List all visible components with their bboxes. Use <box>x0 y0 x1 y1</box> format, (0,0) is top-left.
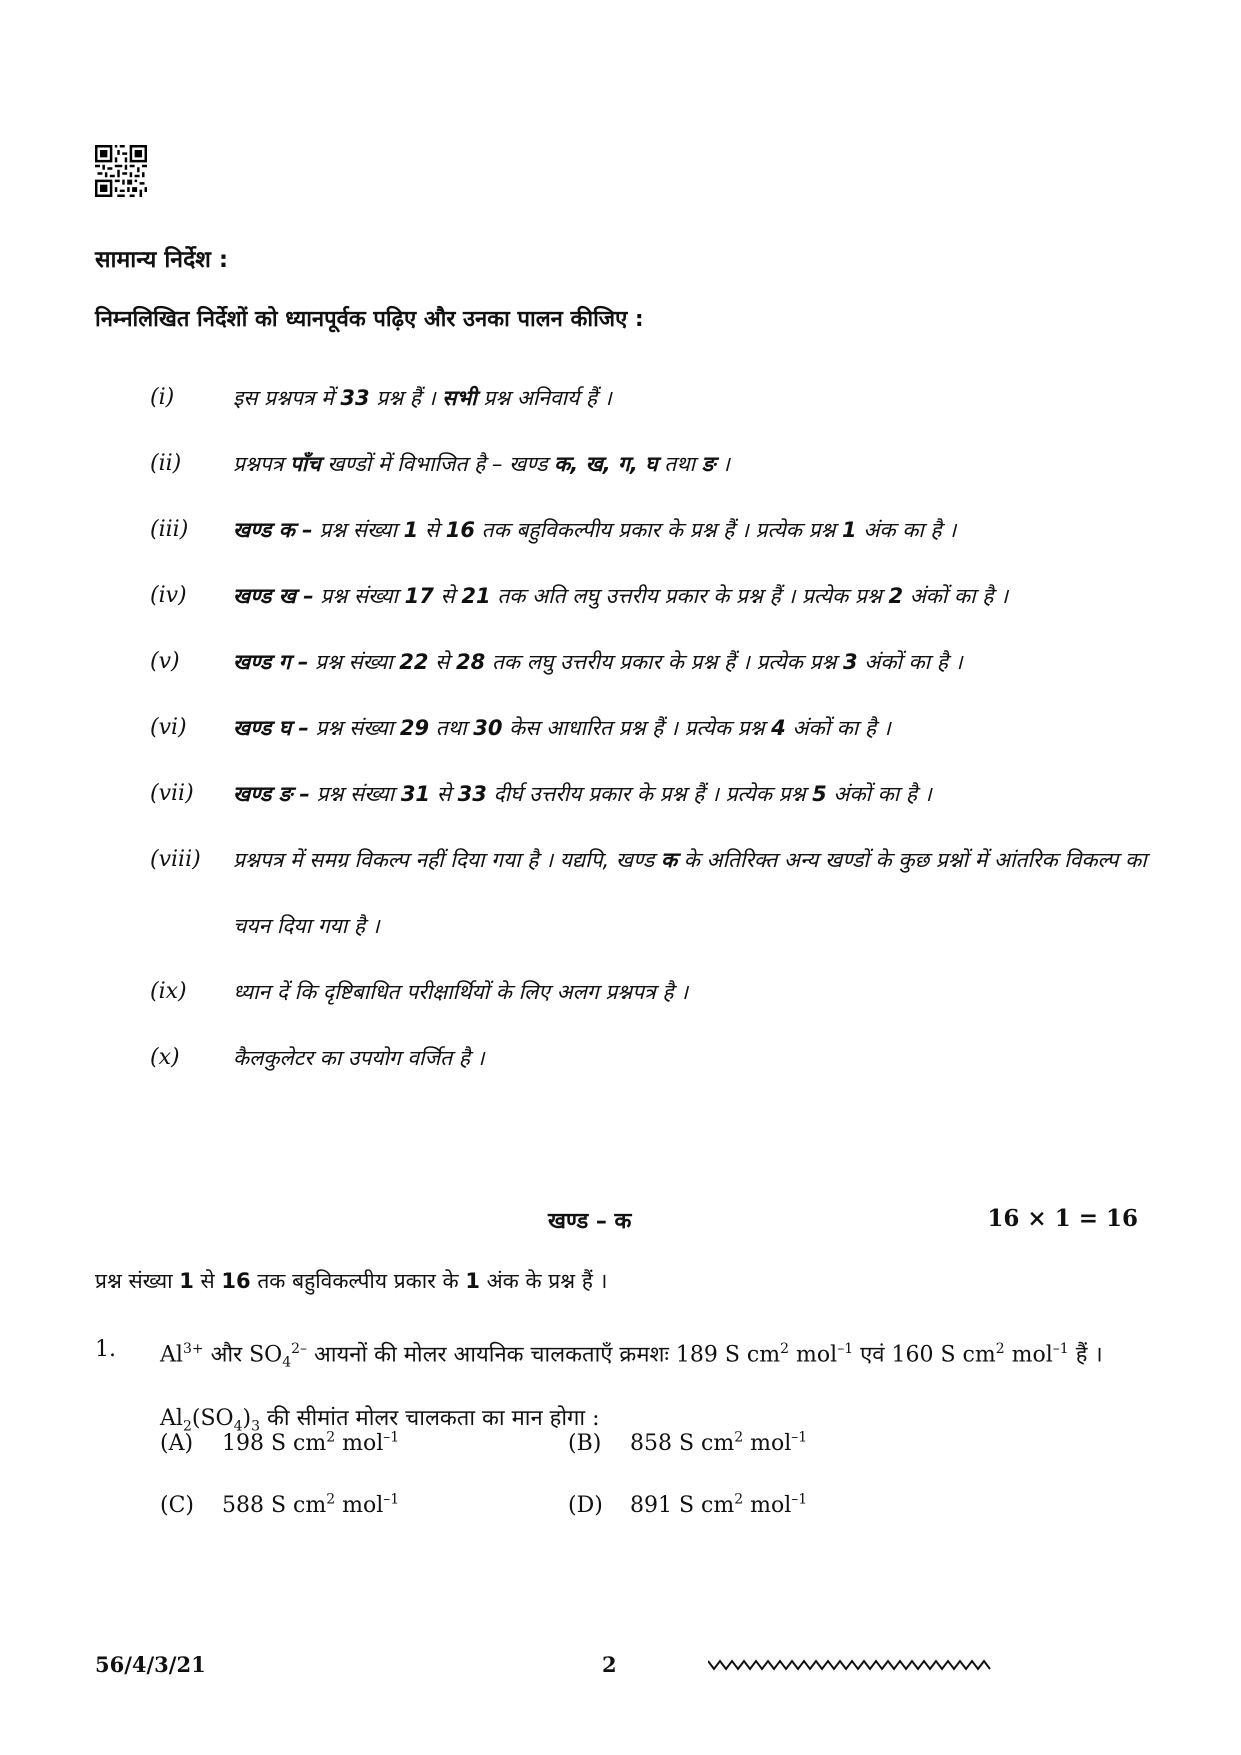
instruction-number: (i) <box>150 385 175 410</box>
instruction-number: (iv) <box>150 583 187 608</box>
instruction-text: ध्यान दें कि दृष्टिबाधित परीक्षार्थियों के लिए अलग प्रश्नपत्र है । <box>233 980 689 1004</box>
instruction-item <box>150 629 1150 695</box>
qr-code-icon <box>95 145 147 197</box>
option-b <box>568 1430 807 1456</box>
instruction-number: (ii) <box>150 451 182 476</box>
instructions-list <box>150 365 1150 1091</box>
instruction-text: खण्ड क – प्रश्न संख्या 1 से 16 तक बहुविकल्पीय प्रकार के प्रश्न हैं । प्रत्येक प्रश्न 1 अंक का है । <box>233 518 957 542</box>
paper-code: 56/4/3/21 <box>95 1652 206 1677</box>
section-marks: 16 × 1 = 16 <box>987 1205 1138 1232</box>
instruction-number: (vii) <box>150 781 194 806</box>
instruction-text: खण्ड ख – प्रश्न संख्या 17 से 21 तक अति लघु उत्तरीय प्रकार के प्रश्न हैं । प्रत्येक प्रश्न 2 अंकों का है । <box>233 584 1009 608</box>
instruction-item <box>150 695 1150 761</box>
option-text: 891 S $cm^2$ mol$^{-1}$ <box>630 1492 808 1519</box>
instruction-item <box>150 563 1150 629</box>
option-label: (A) <box>160 1431 194 1457</box>
option-a <box>160 1430 399 1456</box>
instruction-text: प्रश्नपत्र पाँच खण्डों में विभाजित है – खण्ड क, ख, ग, घ तथा ङ । <box>233 452 730 476</box>
page-number: 2 <box>602 1652 617 1677</box>
instruction-item <box>150 827 1150 959</box>
option-label: (B) <box>568 1431 602 1457</box>
option-c <box>160 1492 399 1518</box>
instruction-text: खण्ड घ – प्रश्न संख्या 29 तथा 30 केस आधारित प्रश्न हैं । प्रत्येक प्रश्न 4 अंकों का है । <box>233 716 891 740</box>
instruction-text: कैलकुलेटर का उपयोग वर्जित है । <box>233 1046 485 1070</box>
instruction-item <box>150 431 1150 497</box>
wave-decoration-icon <box>708 1655 993 1673</box>
instruction-number: (vi) <box>150 715 187 740</box>
instruction-text: प्रश्नपत्र में समग्र विकल्प नहीं दिया गया है । यद्यपि, खण्ड क के अतिरिक्त अन्य खण्डों के कुछ प्रश्नों में आंतरिक विकल्प का चयन दिया गया है । <box>233 848 1147 938</box>
instruction-text: खण्ड ग – प्रश्न संख्या 22 से 28 तक लघु उत्तरीय प्रकार के प्रश्न हैं । प्रत्येक प्रश्न 3 अंकों का है । <box>233 650 963 674</box>
instruction-item <box>150 497 1150 563</box>
instruction-text: खण्ड ङ – प्रश्न संख्या 31 से 33 दीर्घ उत्तरीय प्रकार के प्रश्न हैं । प्रत्येक प्रश्न 5 अंकों का है । <box>233 782 932 806</box>
instruction-item <box>150 761 1150 827</box>
section-title: खण्ड – क <box>548 1209 632 1234</box>
option-label: (D) <box>568 1493 603 1519</box>
instruction-number: (x) <box>150 1045 180 1070</box>
option-d <box>568 1492 807 1518</box>
instruction-number: (viii) <box>150 847 201 872</box>
question-text: $Al^{3+}$ और $SO_4^{2-}$ आयनों की मोलर आयनिक चालकताएँ क्रमशः 189 S $cm^2$ mol$^{-1}$ एवं 160 S $cm^2$ mol$^{-1}$ हैं । $Al_2(SO_4)_3$ की सीमांत मोलर चालकता का मान होगा : <box>160 1341 1103 1435</box>
option-text: 858 S $cm^2$ mol$^{-1}$ <box>630 1430 808 1457</box>
section-note: प्रश्न संख्या 1 से 16 तक बहुविकल्पीय प्रकार के 1 अंक के प्रश्न हैं । <box>95 1269 608 1293</box>
question-number: 1. <box>95 1337 116 1362</box>
instruction-number: (iii) <box>150 517 189 542</box>
instructions-intro: निम्नलिखित निर्देशों को ध्यानपूर्वक पढ़िए और उनका पालन कीजिए : <box>95 307 644 332</box>
instruction-item <box>150 1025 1150 1091</box>
instruction-number: (ix) <box>150 979 187 1004</box>
option-text: 198 S $cm^2$ mol$^{-1}$ <box>222 1430 400 1457</box>
instruction-number: (v) <box>150 649 180 674</box>
instruction-item <box>150 959 1150 1025</box>
option-label: (C) <box>160 1493 194 1519</box>
instruction-item <box>150 365 1150 431</box>
instruction-text: इस प्रश्नपत्र में 33 प्रश्न हैं । सभी प्रश्न अनिवार्य हैं । <box>233 386 612 410</box>
general-instructions-heading: सामान्य निर्देश : <box>95 247 229 273</box>
option-text: 588 S $cm^2$ mol$^{-1}$ <box>222 1492 400 1519</box>
